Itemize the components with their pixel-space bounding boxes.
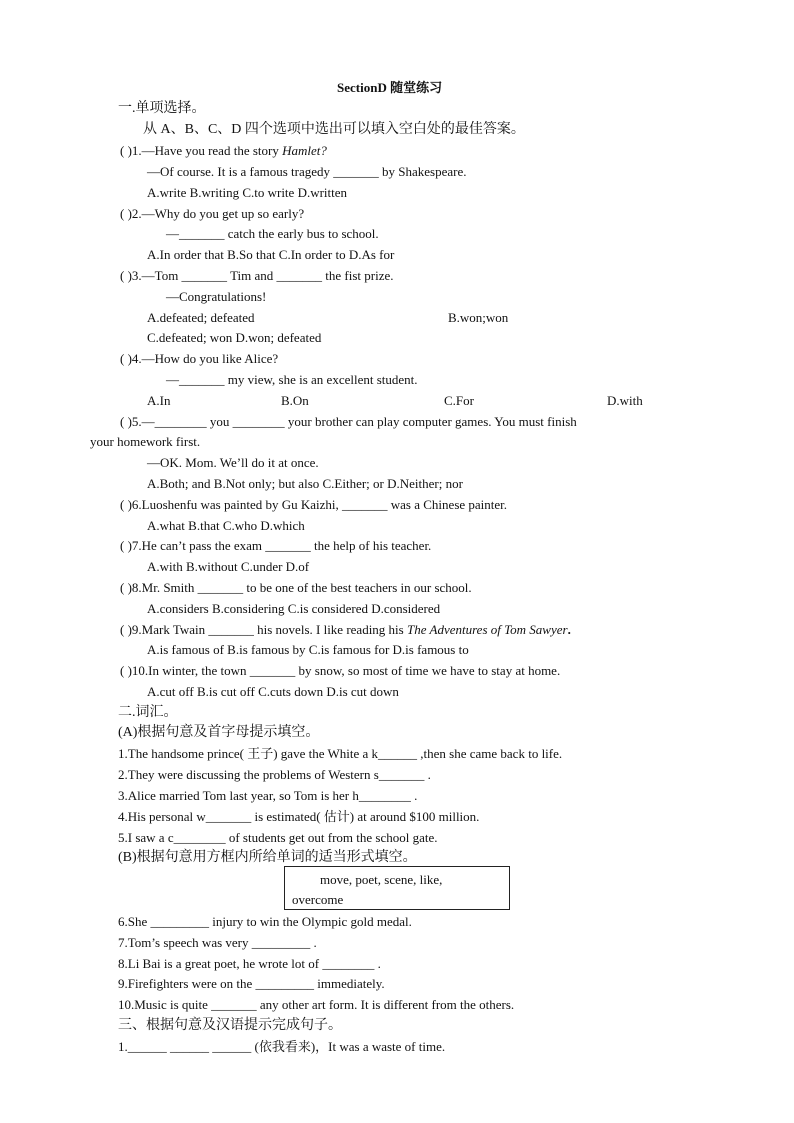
word-box-line-2: overcome: [292, 892, 344, 907]
vocab-b8: 8.Li Bai is a great poet, he wrote lot of ________ .: [118, 956, 381, 971]
question-5-cont: your homework first.: [90, 434, 201, 449]
options-10: A.cut off B.is cut off C.cuts down D.is cut down: [147, 684, 399, 699]
answer-line-1: —Of course. It is a famous tragedy _______ by Shakespeare.: [147, 164, 467, 179]
vocab-b10: 10.Music is quite _______ any other art form. It is different from the others.: [118, 997, 515, 1012]
option-4b: B.On: [281, 393, 309, 408]
vocab-b9: 9.Firefighters were on the _________ immediately.: [118, 976, 385, 991]
question-5: ( )5.—________ you ________ your brother can play computer games. You must finish: [120, 414, 577, 429]
answer-line-5: —OK. Mom. We’ll do it at once.: [147, 455, 319, 470]
options-2: A.In order that B.So that C.In order to D.As for: [147, 247, 395, 262]
vocab-b7: 7.Tom’s speech was very _________ .: [118, 935, 317, 950]
vocab-a4: 4.His personal w_______ is estimated( 估计) at around $100 million.: [118, 809, 480, 824]
section2-heading: 二.词汇。: [118, 705, 178, 720]
vocab-b6: 6.She _________ injury to win the Olympic gold medal.: [118, 914, 412, 929]
question-3: ( )3.—Tom _______ Tim and _______ the fist prize.: [120, 268, 394, 283]
options-5: A.Both; and B.Not only; but also C.Either; or D.Neither; nor: [147, 476, 463, 491]
section3-heading: 三、根据句意及汉语提示完成句子。: [118, 1018, 342, 1033]
section1-heading: 一.单项选择。: [118, 101, 206, 116]
options-3b: B.won;won: [448, 310, 509, 325]
options-8: A.considers B.considering C.is considered D.considered: [147, 601, 441, 616]
question-4: ( )4.—How do you like Alice?: [120, 351, 279, 366]
question-2: ( )2.—Why do you get up so early?: [120, 206, 305, 221]
vocab-a3: 3.Alice married Tom last year, so Tom is her h________ .: [118, 788, 418, 803]
answer-line-4: —_______ my view, she is an excellent student.: [166, 372, 418, 387]
section2-part-a: (A)根据句意及首字母提示填空。: [118, 725, 320, 740]
options-1: A.write B.writing C.to write D.written: [147, 185, 348, 200]
section1-instruction: 从 A、B、C、D 四个选项中选出可以填入空白处的最佳答案。: [143, 122, 525, 137]
option-4a: A.In: [147, 393, 171, 408]
question-7: ( )7.He can’t pass the exam _______ the help of his teacher.: [120, 538, 432, 553]
vocab-a5: 5.I saw a c________ of students get out from the school gate.: [118, 830, 438, 845]
question-10: ( )10.In winter, the town _______ by snow, so most of time we have to stay at home.: [120, 663, 561, 678]
word-box-line-1: move, poet, scene, like,: [320, 872, 443, 887]
question-1: ( )1.—Have you read the story Hamlet?: [120, 143, 327, 158]
question-8: ( )8.Mr. Smith _______ to be one of the best teachers in our school.: [120, 580, 472, 595]
page-title: SectionD 随堂练习: [337, 80, 443, 95]
answer-line-2: —_______ catch the early bus to school.: [166, 226, 379, 241]
options-7: A.with B.without C.under D.of: [147, 559, 310, 574]
options-3a: A.defeated; defeated: [147, 310, 255, 325]
option-4d: D.with: [607, 393, 643, 408]
vocab-a2: 2.They were discussing the problems of Western s_______ .: [118, 767, 431, 782]
question-9: ( )9.Mark Twain _______ his novels. I like reading his The Adventures of Tom Sawyer.: [120, 622, 571, 637]
options-9: A.is famous of B.is famous by C.is famous for D.is famous to: [147, 642, 469, 657]
sentence-1: 1.______ ______ ______ (依我看来)，It was a waste of time.: [118, 1039, 446, 1054]
options-3c: C.defeated; won D.won; defeated: [147, 330, 322, 345]
section2-part-b: (B)根据句意用方框内所给单词的适当形式填空。: [118, 850, 417, 865]
vocab-a1: 1.The handsome prince( 王子) gave the White a k______ ,then she came back to life.: [118, 746, 563, 761]
answer-line-3: —Congratulations!: [166, 289, 267, 304]
option-4c: C.For: [444, 393, 474, 408]
options-6: A.what B.that C.who D.which: [147, 518, 305, 533]
question-6: ( )6.Luoshenfu was painted by Gu Kaizhi, _______ was a Chinese painter.: [120, 497, 508, 512]
